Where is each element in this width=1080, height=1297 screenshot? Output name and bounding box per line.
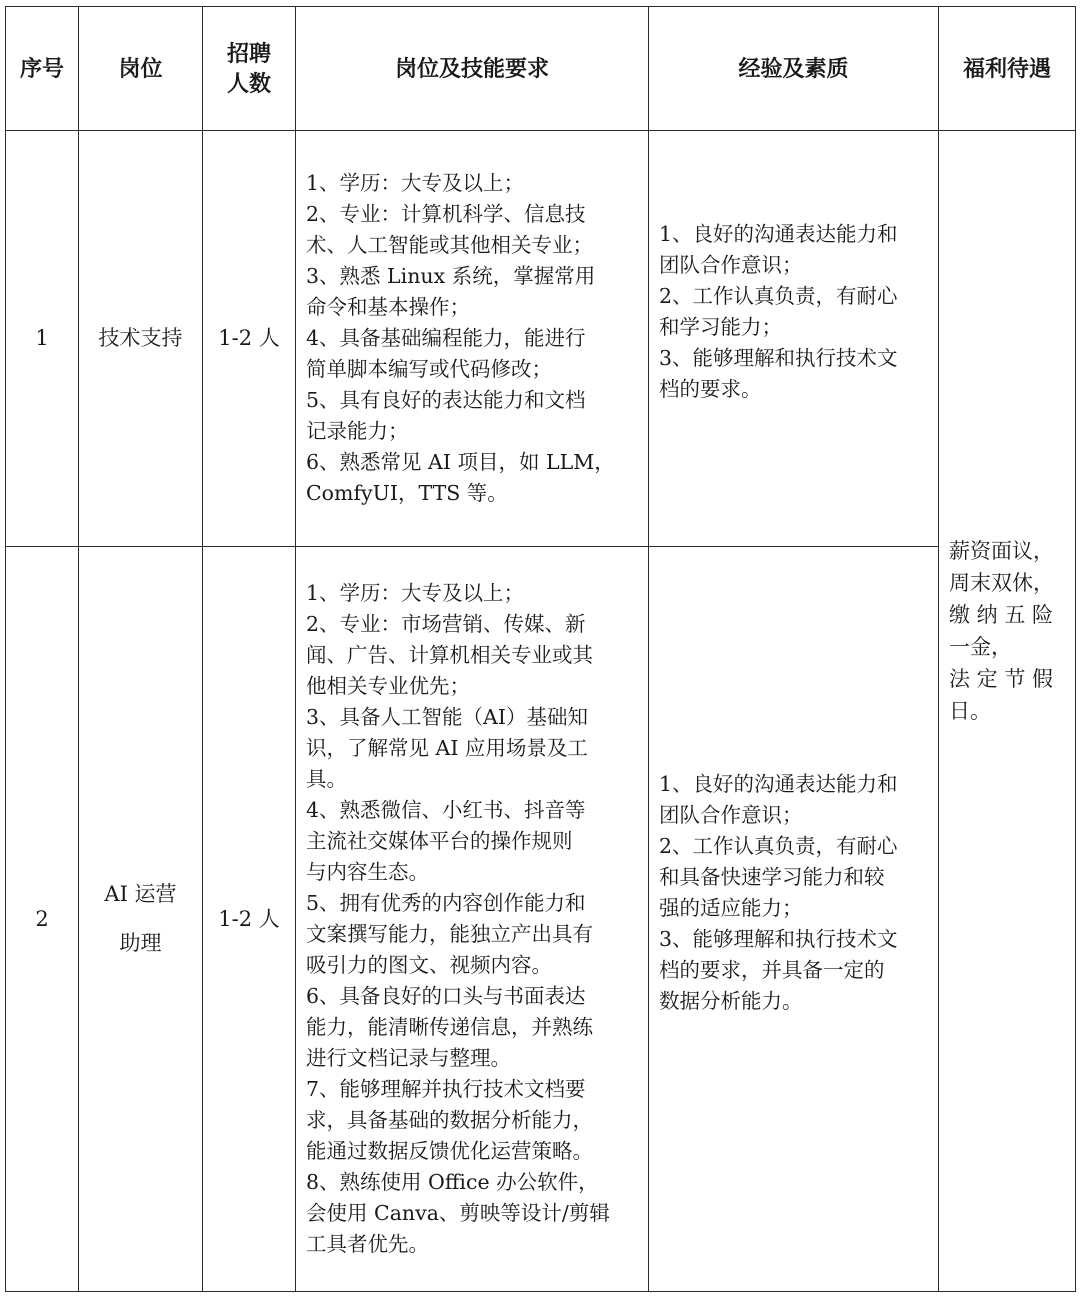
requirement-line: 他相关专业优先； <box>306 674 470 698</box>
requirement-line: 术、人工智能或其他相关专业； <box>306 233 593 257</box>
benefit-line: 周末双休， <box>949 571 1054 595</box>
experience-line: 3、能够理解和执行技术文 <box>659 346 898 370</box>
requirement-line: 4、熟悉微信、小红书、抖音等 <box>306 798 586 822</box>
requirement-line: 6、具备良好的口头与书面表达 <box>306 984 586 1008</box>
requirement-line: 3、具备人工智能（AI）基础知 <box>306 705 588 729</box>
requirement-line: 具。 <box>306 767 347 791</box>
header-headcount-line2: 人数 <box>226 70 271 97</box>
requirement-line: 1、学历：大专及以上； <box>306 171 525 195</box>
experience-line: 强的适应能力； <box>659 896 803 920</box>
requirement-line: 求，具备基础的数据分析能力， <box>306 1108 593 1132</box>
header-headcount-line1: 招聘 <box>226 40 271 67</box>
requirement-line: ComfyUI，TTS 等。 <box>306 481 508 505</box>
requirement-line: 工具者优先。 <box>306 1232 429 1256</box>
table-row <box>6 547 1076 1292</box>
header-experience: 经验及素质 <box>649 7 939 131</box>
requirement-line: 闻、广告、计算机相关专业或其 <box>306 643 593 667</box>
row-headcount: 1-2 人 <box>203 131 296 547</box>
requirement-line: 能力，能清晰传递信息，并熟练 <box>306 1015 593 1039</box>
requirement-line: 7、能够理解并执行技术文档要 <box>306 1077 586 1101</box>
requirement-line: 会使用 Canva、剪映等设计/剪辑 <box>306 1201 610 1225</box>
requirement-line: 文案撰写能力，能独立产出具有 <box>306 922 593 946</box>
recruitment-table-container <box>5 6 1075 1291</box>
row-index: 2 <box>6 547 79 1292</box>
benefits-text <box>949 535 1065 727</box>
experience-line: 档的要求，并具备一定的 <box>659 958 885 982</box>
experience-line: 数据分析能力。 <box>659 989 803 1013</box>
header-requirements: 岗位及技能要求 <box>296 7 649 131</box>
requirement-line: 2、专业：市场营销、传媒、新 <box>306 612 586 636</box>
row-position <box>79 547 203 1292</box>
experience-line: 1、良好的沟通表达能力和 <box>659 222 898 246</box>
experience-line: 档的要求。 <box>659 377 762 401</box>
header-row <box>6 7 1076 131</box>
experience-line: 2、工作认真负责，有耐心 <box>659 834 898 858</box>
benefit-line: 法 定 节 假 <box>949 667 1054 691</box>
recruitment-table <box>5 6 1076 1292</box>
row-headcount: 1-2 人 <box>203 547 296 1292</box>
row-requirements <box>296 547 649 1292</box>
requirement-line: 8、熟练使用 Office 办公软件， <box>306 1170 599 1194</box>
benefit-line: 一金， <box>949 635 1012 659</box>
requirement-line: 主流社交媒体平台的操作规则 <box>306 829 573 853</box>
header-headcount <box>203 7 296 131</box>
table-row <box>6 131 1076 547</box>
requirement-line: 能通过数据反馈优化运营策略。 <box>306 1139 593 1163</box>
requirement-line: 简单脚本编写或代码修改； <box>306 357 552 381</box>
requirement-line: 3、熟悉 Linux 系统，掌握常用 <box>306 264 596 288</box>
requirement-line: 6、熟悉常见 AI 项目，如 LLM， <box>306 450 615 474</box>
benefit-line: 日。 <box>949 699 991 723</box>
requirement-line: 吸引力的图文、视频内容。 <box>306 953 552 977</box>
requirement-line: 5、具有良好的表达能力和文档 <box>306 388 586 412</box>
benefit-line: 薪资面议， <box>949 539 1054 563</box>
header-benefits: 福利待遇 <box>939 7 1076 131</box>
requirement-line: 1、学历：大专及以上； <box>306 581 525 605</box>
header-index: 序号 <box>6 7 79 131</box>
requirement-line: 记录能力； <box>306 419 409 443</box>
experience-line: 团队合作意识； <box>659 803 803 827</box>
requirement-line: 与内容生态。 <box>306 860 429 884</box>
benefit-line: 缴 纳 五 险 <box>949 603 1054 627</box>
requirement-line: 命令和基本操作； <box>306 295 470 319</box>
requirement-line: 2、专业：计算机科学、信息技 <box>306 202 586 226</box>
position-line: AI 运营 <box>104 882 177 906</box>
requirement-line: 识，了解常见 AI 应用场景及工 <box>306 736 588 760</box>
experience-line: 和学习能力； <box>659 315 782 339</box>
experience-line: 1、良好的沟通表达能力和 <box>659 772 898 796</box>
row-requirements <box>296 131 649 547</box>
experience-line: 和具备快速学习能力和较 <box>659 865 885 889</box>
row-position <box>79 131 203 547</box>
row-experience <box>649 131 939 547</box>
row-experience <box>649 547 939 1292</box>
requirement-line: 进行文档记录与整理。 <box>306 1046 511 1070</box>
benefits-cell <box>939 131 1076 1292</box>
position-line: 技术支持 <box>98 326 183 350</box>
experience-line: 3、能够理解和执行技术文 <box>659 927 898 951</box>
requirement-line: 5、拥有优秀的内容创作能力和 <box>306 891 586 915</box>
header-position: 岗位 <box>79 7 203 131</box>
experience-line: 2、工作认真负责，有耐心 <box>659 284 898 308</box>
position-line: 助理 <box>119 931 162 955</box>
row-index: 1 <box>6 131 79 547</box>
experience-line: 团队合作意识； <box>659 253 803 277</box>
requirement-line: 4、具备基础编程能力，能进行 <box>306 326 586 350</box>
